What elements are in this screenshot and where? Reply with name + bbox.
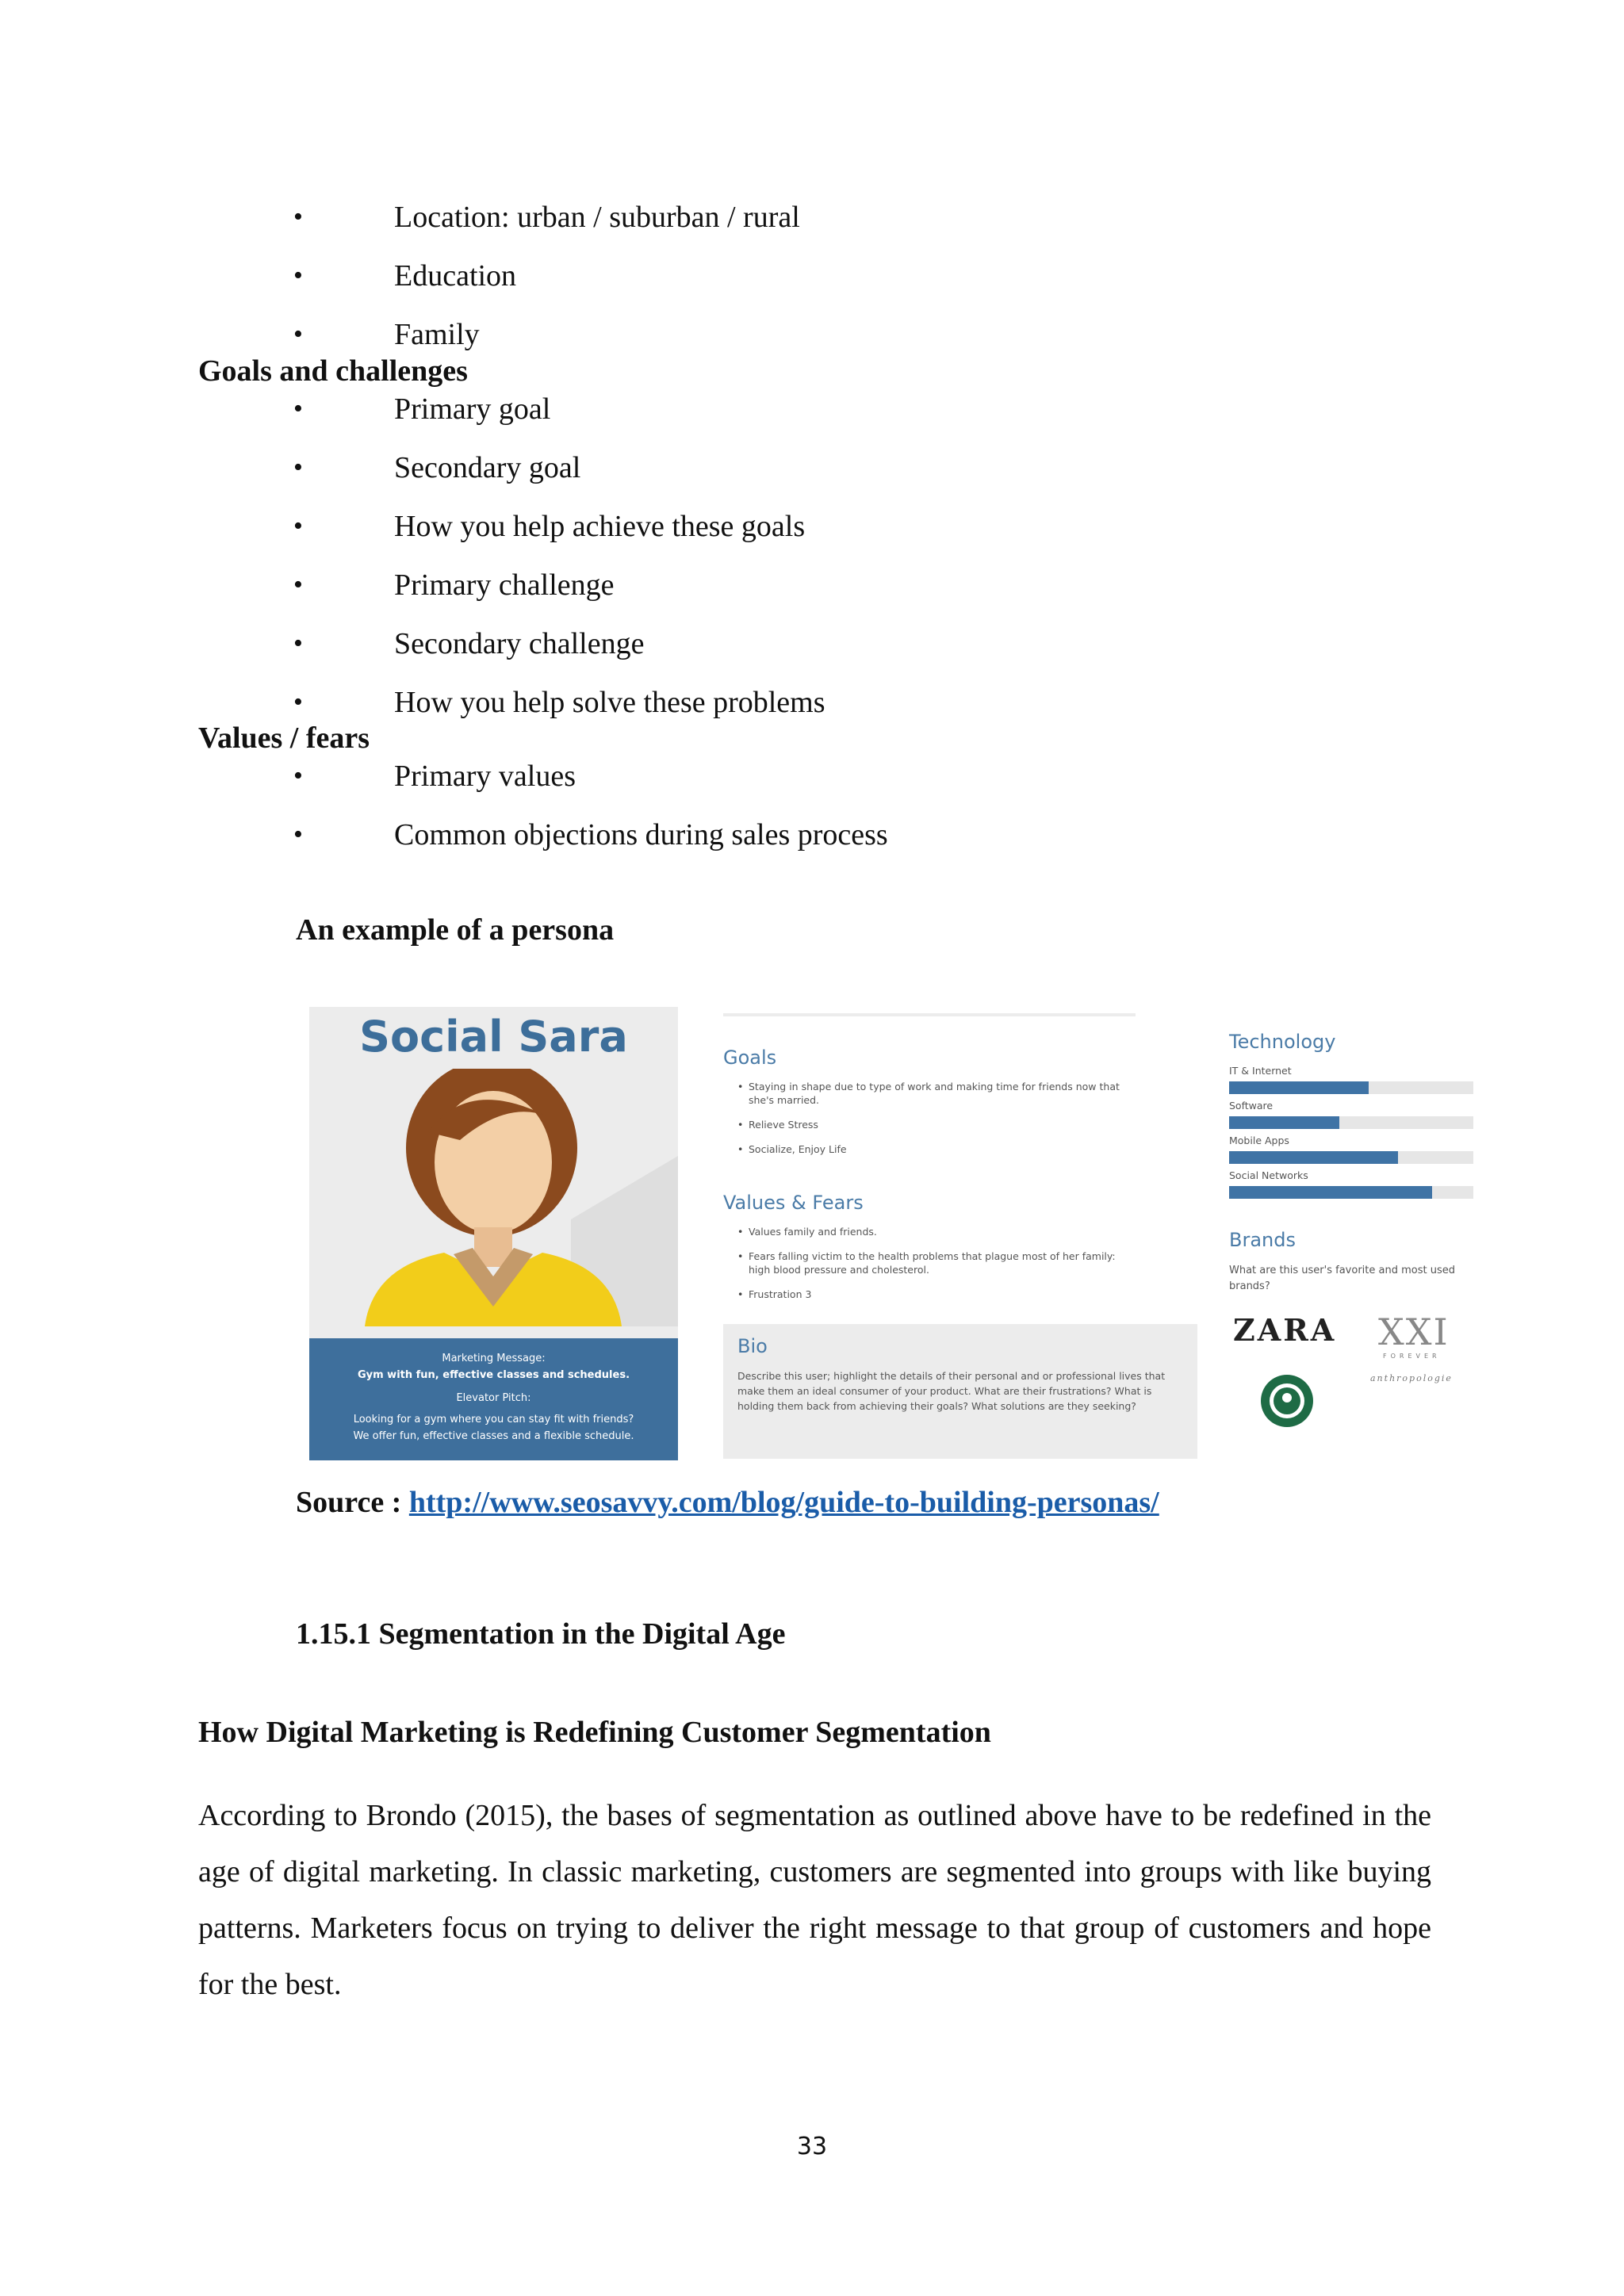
example-heading: An example of a persona — [296, 913, 615, 947]
persona-figure — [309, 1007, 1499, 1467]
bio-title: Bio — [737, 1335, 768, 1357]
starbucks-logo-icon — [1259, 1373, 1315, 1429]
persona-sidebar — [1229, 1007, 1499, 1460]
values-fears-title: Values & Fears — [723, 1192, 864, 1214]
list-item-text: How you help achieve these goals — [394, 510, 806, 543]
bullet-icon: • — [293, 394, 303, 423]
goal-item: • Staying in shape due to type of work and making time for friends now that she's married. — [723, 1080, 1136, 1107]
section-heading: 1.15.1 Segmentation in the Digital Age — [296, 1617, 786, 1651]
value-item: • Values family and friends. — [723, 1225, 1136, 1238]
tech-bar-fill — [1229, 1116, 1339, 1129]
bio-box — [723, 1324, 1197, 1459]
elevator-pitch-label: Elevator Pitch: — [456, 1392, 531, 1404]
goals-title: Goals — [723, 1047, 777, 1069]
list-item-text: Education — [394, 259, 517, 293]
list-item-text: Secondary goal — [394, 451, 581, 484]
values-heading: Values / fears — [198, 721, 370, 755]
persona-name: Social Sara — [359, 1012, 628, 1062]
tech-bar-track — [1229, 1081, 1473, 1094]
list-item-text: Family — [394, 318, 480, 351]
values-list — [723, 1225, 1136, 1312]
bullet-icon: • — [293, 570, 303, 599]
bullet-icon: • — [293, 453, 303, 482]
tech-bar-track — [1229, 1151, 1473, 1164]
goals-heading: Goals and challenges — [198, 354, 468, 388]
subsection-heading: How Digital Marketing is Redefining Customer Segmentation — [198, 1716, 991, 1749]
persona-details — [723, 1007, 1166, 1460]
persona-avatar-illustration — [309, 1069, 678, 1326]
page-number: 33 — [796, 2133, 828, 2160]
source-label: Source : — [296, 1486, 409, 1519]
persona-card — [309, 1007, 678, 1460]
list-item-text: Primary goal — [394, 392, 551, 426]
source-citation — [296, 1483, 1159, 1522]
bullet-icon: • — [293, 629, 303, 658]
bullet-icon: • — [293, 820, 303, 849]
value-item: • Frustration 3 — [723, 1288, 1136, 1301]
value-item: • Fears falling victim to the health problems that plague most of her family: high blood pressure and cholesterol. — [723, 1249, 1136, 1276]
bullet-icon: • — [293, 687, 303, 717]
elevator-pitch-line-2: We offer fun, effective classes and a flexible schedule. — [353, 1430, 634, 1442]
goal-item: • Relieve Stress — [723, 1118, 1136, 1131]
source-link[interactable]: http://www.seosavvy.com/blog/guide-to-building-personas/ — [408, 1486, 1159, 1519]
elevator-pitch-line-1: Looking for a gym where you can stay fit with friends? — [353, 1414, 634, 1425]
list-item-text: Secondary challenge — [394, 627, 645, 660]
tech-label: Software — [1229, 1100, 1274, 1112]
list-item-text: Location: urban / suburban / rural — [394, 201, 800, 234]
bullet-icon: • — [293, 261, 303, 290]
marketing-message: Gym with fun, effective classes and schedules. — [357, 1369, 630, 1381]
brands-question: What are this user's favorite and most used brands? — [1229, 1265, 1455, 1292]
divider — [723, 1013, 1136, 1016]
tech-label: Social Networks — [1229, 1169, 1308, 1181]
technology-title: Technology — [1229, 1031, 1336, 1053]
bullet-icon: • — [293, 202, 303, 232]
list-item-text: Primary challenge — [394, 568, 615, 602]
tech-bar-track — [1229, 1186, 1473, 1199]
tech-bar-fill — [1229, 1151, 1398, 1164]
anthropologie-logo: anthropologie — [1370, 1373, 1453, 1383]
tech-label: Mobile Apps — [1229, 1135, 1289, 1146]
goals-list — [723, 1080, 1136, 1167]
tech-label: IT & Internet — [1229, 1065, 1292, 1077]
tech-bar-fill — [1229, 1081, 1369, 1094]
goal-item: • Socialize, Enjoy Life — [723, 1142, 1136, 1156]
marketing-message-label: Marketing Message: — [442, 1353, 546, 1364]
tech-bar-track — [1229, 1116, 1473, 1129]
bullet-icon: • — [293, 320, 303, 349]
zara-logo: ZARA — [1233, 1312, 1337, 1348]
bullet-icon: • — [293, 511, 303, 541]
xxi-logo-subtitle: FOREVER — [1383, 1353, 1441, 1360]
list-item-text: Common objections during sales process — [394, 818, 888, 851]
tech-bar-fill — [1229, 1186, 1432, 1199]
brands-title: Brands — [1229, 1229, 1296, 1251]
list-item-text: How you help solve these problems — [394, 686, 825, 719]
list-item-text: Primary values — [394, 760, 576, 793]
body-paragraph: According to Brondo (2015), the bases of segmentation as outlined above have to be redefined in the age of digital marketing. In classic marketing, customers are segmented into groups with like buying patterns. Marketers focus on trying to deliver the right message to that group of customers and hope for the best. — [198, 1799, 1431, 2001]
xxi-logo: XXI — [1378, 1311, 1450, 1353]
bullet-icon: • — [293, 761, 303, 790]
marketing-message-box — [309, 1338, 678, 1460]
bio-text: Describe this user; highlight the details of their personal and or professional lives that make them an ideal consumer of your product. What are their frustrations? What is holding them back from achieving their goals? What solutions are they seeking? — [737, 1370, 1166, 1412]
